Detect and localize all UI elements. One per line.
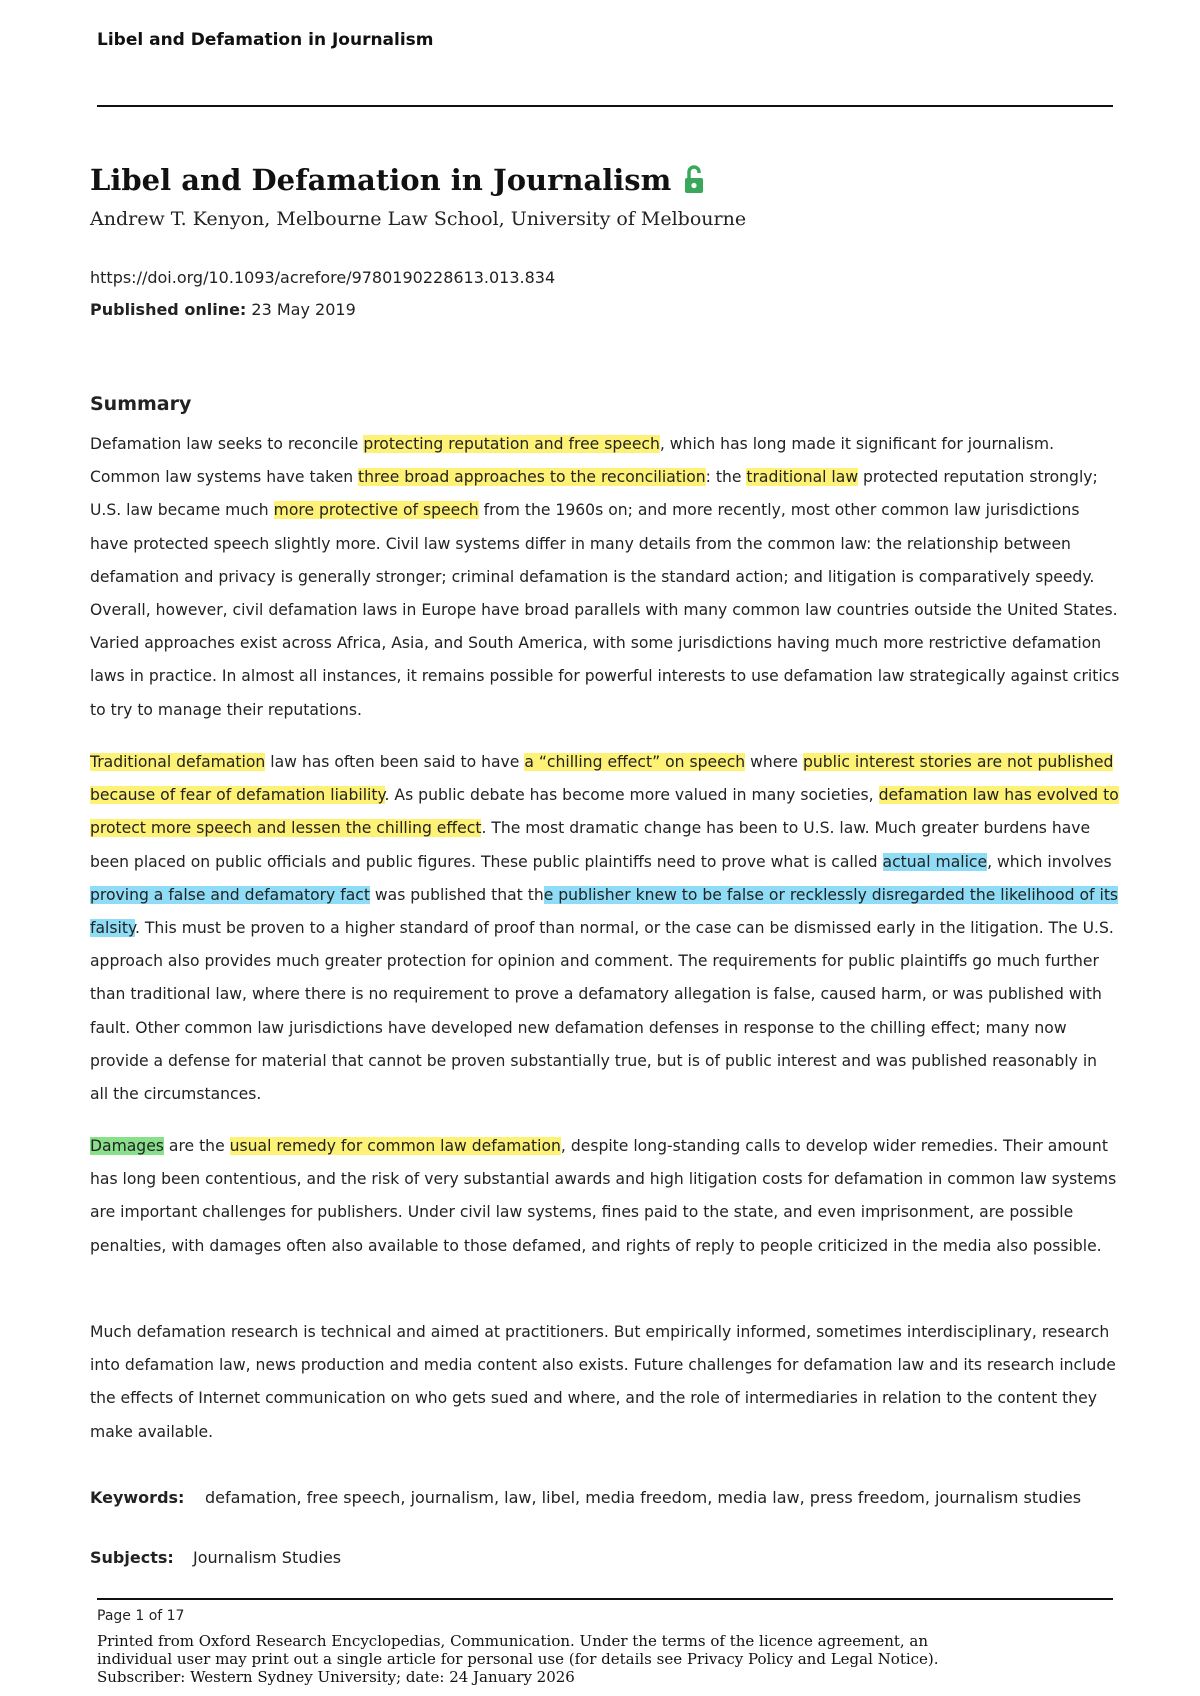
paragraph-text: Much defamation research is technical and aimed at practitioners. But empirically informed, sometimes interdisciplinary, research into defamation law, news production and media content also exists. Future challenges for defamation law and its research include the effects of Internet communication on who gets sued and where, and the role of intermediaries in relation to the content they make available. — [90, 1323, 1116, 1441]
footer-divider — [97, 1598, 1113, 1600]
open-access-lock-icon — [683, 164, 705, 196]
summary-paragraph-4 — [90, 1316, 1120, 1449]
highlight-blue: proving a false and defamatory fact — [90, 885, 370, 904]
highlight-yellow: more protective of speech — [273, 501, 479, 520]
text-span: . As public debate has become more valued in many societies, — [384, 786, 879, 805]
keywords-value: defamation, free speech, journalism, law, libel, media freedom, media law, press freedom, journalism studies — [205, 1488, 1082, 1507]
keywords-label: Keywords: — [90, 1488, 185, 1507]
subjects-value[interactable]: Journalism Studies — [193, 1548, 342, 1567]
text-span: where — [745, 753, 803, 771]
footer-note — [97, 1632, 1127, 1686]
text-span: protected reputation strongly; U.S. law became much — [90, 468, 1098, 520]
text-span: Defamation law seeks to reconcile — [90, 435, 364, 453]
summary-paragraph-1 — [90, 428, 1120, 727]
article-title: Libel and Defamation in Journalism — [90, 163, 672, 197]
subjects-label: Subjects: — [90, 1548, 174, 1567]
text-span: , which involves — [987, 852, 1112, 871]
highlight-yellow: a “chilling effect” on speech — [524, 753, 746, 771]
published-date — [90, 300, 356, 319]
footer-line-2: individual user may print out a single article for personal use (for details see Privacy Policy and Legal Notice). — [97, 1650, 939, 1668]
highlight-yellow: Traditional defamation — [90, 753, 266, 771]
header-divider — [97, 105, 1113, 107]
running-head-title: Libel and Defamation in Journalism — [97, 30, 434, 50]
article-title-row — [90, 163, 705, 197]
text-span: . This must be proven to a higher standard of proof than normal, or the case can be dismissed early in the litigation. The U.S. approach also provides much greater protection for opinion and comment. The requirements for public plaintiffs go much further than traditional law, where there is no requirement to prove a defamatory allegation is false, caused harm, or was published with fault. Other common law jurisdictions have developed new defamation defenses in response to the chilling effect; many now provide a defense for material that cannot be proven substantially true, but is of public interest and was published reasonably in all the circumstances. — [90, 919, 1114, 1104]
page-number: Page 1 of 17 — [97, 1608, 185, 1624]
published-date-value: 23 May 2019 — [251, 300, 356, 319]
article-author: Andrew T. Kenyon, Melbourne Law School, University of Melbourne — [90, 208, 747, 230]
text-span: : the — [705, 468, 747, 487]
summary-paragraph-2 — [90, 746, 1120, 1111]
highlight-yellow: three broad approaches to the reconciliation — [358, 468, 706, 487]
subjects-row — [90, 1548, 341, 1567]
highlight-yellow: protecting reputation and free speech — [363, 435, 660, 453]
footer-line-1: Printed from Oxford Research Encyclopedias, Communication. Under the terms of the licence agreement, an — [97, 1632, 929, 1650]
text-span: was published that th — [369, 885, 544, 904]
highlight-yellow: traditional law — [746, 468, 859, 487]
highlight-blue: actual malice — [882, 852, 988, 871]
highlight-green: Damages — [90, 1137, 164, 1155]
highlight-yellow: usual remedy for common law defamation — [229, 1137, 561, 1155]
text-span: from the 1960s on; and more recently, most other common law jurisdictions have protected speech slightly more. Civil law systems differ in many details from the common law: the relationship between defamation and privacy is generally stronger; criminal defamation is the standard action; and litigation is comparatively speedy. Overall, however, civil defamation laws in Europe have broad parallels with many common law countries outside the United States. Varied approaches exist across Africa, Asia, and South America, with some jurisdictions having much more restrictive defamation laws in practice. In almost all instances, it remains possible for powerful interests to use defamation law strategically against critics to try to manage their reputations. — [90, 501, 1120, 719]
summary-heading: Summary — [90, 393, 192, 415]
published-label: Published online: — [90, 300, 247, 319]
keywords-row — [90, 1488, 1081, 1507]
text-span: , which has long made it significant for journalism. Common law systems have taken — [90, 435, 1055, 487]
text-span: , despite long-standing calls to develop wider remedies. Their amount has long been contentious, and the risk of very substantial awards and high litigation costs for defamation in common law systems are important challenges for publishers. Under civil law systems, fines paid to the state, and even imprisonment, are possible penalties, with damages often also available to those defamed, and rights of reply to people criticized in the media also possible. — [90, 1137, 1117, 1255]
footer-line-3: Subscriber: Western Sydney University; date: 24 January 2026 — [97, 1668, 575, 1686]
summary-paragraph-3 — [90, 1130, 1120, 1263]
doi-link[interactable]: https://doi.org/10.1093/acrefore/9780190228613.013.834 — [90, 268, 556, 287]
text-span: are the — [163, 1137, 230, 1155]
highlight-yellow: defamation law has evolved to protect more speech and lessen the chilling effect — [90, 786, 1119, 838]
text-span: law has often been said to have — [265, 753, 525, 771]
text-span: . The most dramatic change has been to U.S. law. Much greater burdens have been placed on public officials and public figures. These public plaintiffs need to prove what is called — [90, 819, 1091, 871]
highlight-blue: e publisher knew to be false or recklessly disregarded the likelihood of its falsity — [90, 885, 1119, 938]
highlight-yellow: public interest stories are not published because of fear of defamation liability — [90, 753, 1114, 805]
